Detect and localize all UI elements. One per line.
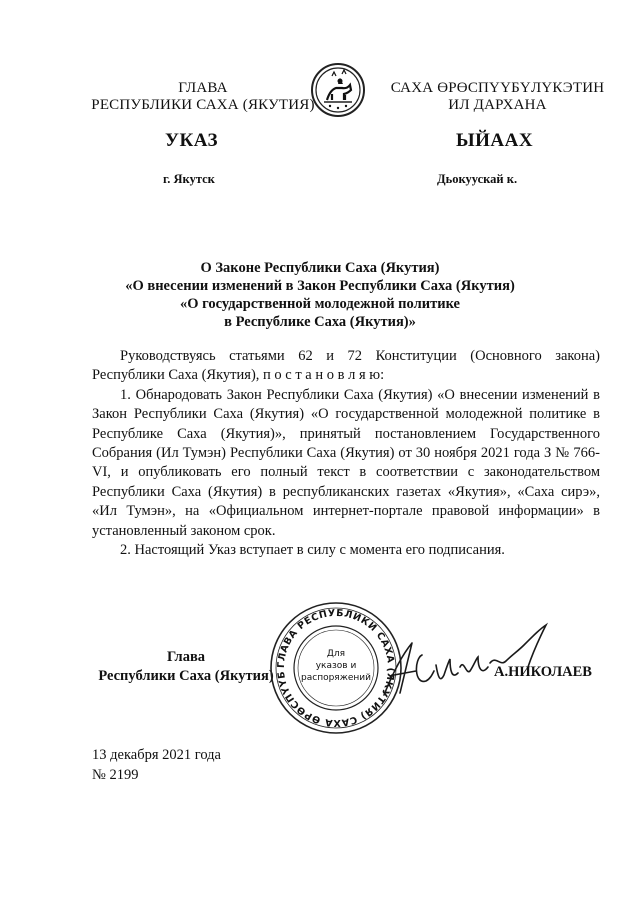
title-line4: в Республике Саха (Якутия)»	[224, 314, 416, 330]
seal-center-line3: распоряжений	[301, 673, 371, 683]
document-title	[90, 259, 550, 331]
header-right	[380, 80, 615, 114]
header-left-line1: ГЛАВА	[178, 80, 228, 96]
paragraph-item-2: 2. Настоящий Указ вступает в силу с момента его подписания.	[120, 542, 505, 559]
signatory-name: А.НИКОЛАЕВ	[494, 664, 592, 680]
city-left: г. Якутск	[163, 172, 215, 186]
coat-of-arms-emblem	[310, 62, 366, 118]
handwritten-signature	[378, 615, 553, 710]
document-number: № 2199	[92, 767, 139, 783]
city-right: Дьокуускай к.	[437, 172, 518, 186]
document-date: 13 декабря 2021 года	[92, 747, 221, 763]
document-body	[92, 347, 600, 560]
signatory-role	[92, 648, 280, 686]
seal-center-line1: Для	[326, 649, 346, 659]
header-right-line2: ИЛ ДАРХАНА	[448, 97, 547, 113]
doc-type-left: УКАЗ	[165, 130, 218, 151]
title-line2: «О внесении изменений в Закон Республики Саха (Якутия)	[125, 278, 515, 294]
title-line3: «О государственной молодежной политике	[179, 296, 460, 312]
signatory-role-line1: Глава	[166, 649, 206, 665]
signatory-role-line2: Республики Саха (Якутия)	[98, 668, 274, 684]
seal-center-line2: указов и	[315, 661, 357, 671]
header-right-line1: САХА ӨРӨСПҮҮБҮЛҮКЭТИН	[390, 80, 605, 96]
doc-type-right: ЫЙААХ	[456, 130, 534, 151]
header-left	[78, 80, 328, 114]
paragraph-item-1: 1. Обнародовать Закон Республики Саха (Якутия) «О внесении изменений в Закон Республики Саха (Якутия) «О государственной молодежной политике в Республике Саха (Якутия)», принятый постановлением Государственного Собрания (Ил Тумэн) Республики Саха (Якутия) от 30 ноября 2021 года З № 766-VI, и опубликовать его полный текст в соответствии с законодательством Республики Саха (Якутия) в республиканских газетах «Якутия», «Саха сирэ», «Ил Тумэн», на «Официальном интернет-портале правовой информации» в установленный законом срок.	[92, 386, 600, 539]
title-line1: О Законе Республики Саха (Якутия)	[200, 260, 440, 276]
seal-ring-text: ГЛАВА РЕСПУБЛИКИ САХА (ЯКУТИЯ) САХА ӨРӨСПҮҮБ	[275, 607, 397, 729]
header-left-line2: РЕСПУБЛИКИ САХА (ЯКУТИЯ)	[91, 97, 315, 113]
paragraph-preamble: Руководствуясь статьями 62 и 72 Конституции (Основного закона) Республики Саха (Якутия), п о с т а н о в л я ю:	[92, 348, 600, 384]
